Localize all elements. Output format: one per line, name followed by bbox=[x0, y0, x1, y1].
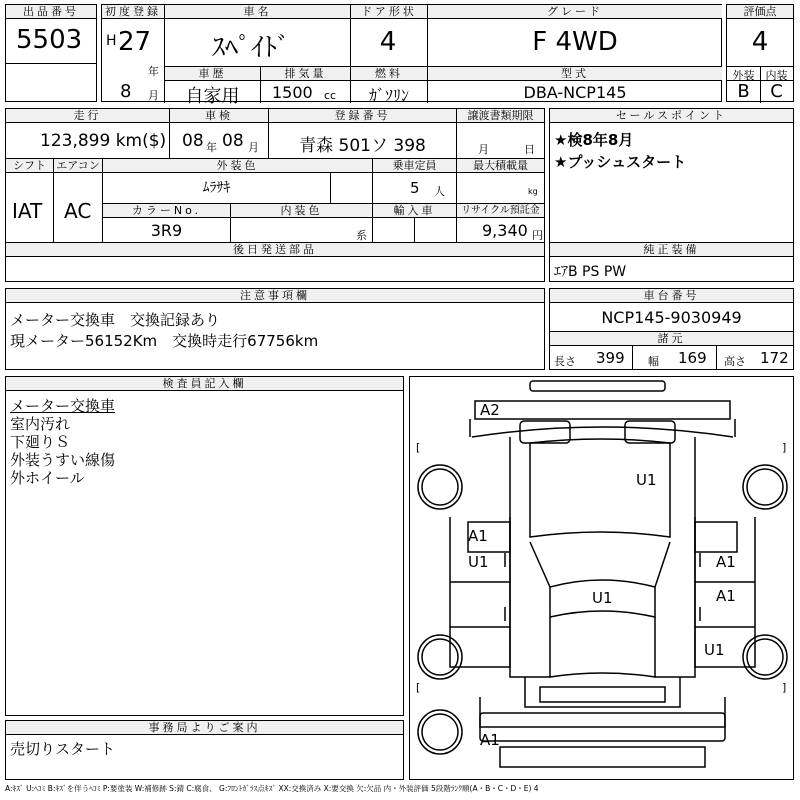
vehicle-main-box bbox=[101, 4, 722, 107]
car-name-label: 車名 bbox=[165, 5, 350, 19]
lot-number: 5503 bbox=[16, 25, 83, 55]
insp-year: 08 bbox=[182, 131, 204, 151]
chassis-number: NCP145-9030949 bbox=[601, 308, 742, 327]
legend: A:ｷｽﾞ U:ﾍｺﾐ B:ｷｽﾞを伴うﾍｺﾐ P:要塗装 W:補修跡 S:錆 C:腐食、 G:ﾌﾛﾝﾄｶﾞﾗｽ点ｷｽﾞ XX:交換済み X:要交換 欠:欠品 内・外装評価 5段階ﾗﾝｸ順(A・B・C・D・E) 4 bbox=[5, 784, 539, 793]
fuel: ｶﾞｿﾘﾝ bbox=[368, 86, 409, 105]
capacity-unit: 人 bbox=[434, 185, 445, 198]
int-color-label: 内装色 bbox=[231, 204, 372, 218]
first-reg-month: 8 bbox=[120, 81, 132, 102]
mileage-label: 走行 bbox=[6, 109, 169, 123]
color-no: 3R9 bbox=[150, 221, 183, 240]
first-reg-label: 初度登録 bbox=[102, 5, 164, 19]
era: H bbox=[106, 33, 117, 49]
bracket-right-bottom: ] bbox=[782, 681, 787, 694]
inspector-line-1: メーター交換車 bbox=[10, 397, 116, 415]
displacement-label: 排気量 bbox=[261, 67, 350, 80]
inspector-label: 検査員記入欄 bbox=[6, 377, 403, 391]
inspector-line-3: 下廻りＳ bbox=[10, 433, 71, 451]
reg-no-label: 登録番号 bbox=[269, 109, 456, 123]
inspector-line-5: 外ホイール bbox=[10, 469, 85, 487]
shift: IAT bbox=[12, 199, 43, 223]
dimensions-label: 諸元 bbox=[550, 332, 793, 346]
bracket-left-bottom: [ bbox=[416, 681, 421, 694]
equipment-label: 純正装備 bbox=[550, 243, 793, 257]
width-label: 幅 bbox=[648, 355, 659, 368]
inspector-line-4: 外装うすい線傷 bbox=[10, 451, 116, 469]
lot-number-label: 出品番号 bbox=[6, 5, 96, 19]
door-label: ドア形状 bbox=[351, 5, 427, 19]
interior-label: 内装 bbox=[765, 69, 788, 82]
width: 169 bbox=[678, 349, 707, 367]
mark-a2-top: A2 bbox=[480, 401, 500, 419]
later-parts-label: 後日発送部品 bbox=[6, 243, 544, 257]
chassis-label: 車台番号 bbox=[550, 289, 793, 303]
exterior-score: B bbox=[737, 81, 750, 102]
mark-a1-right-mid: A1 bbox=[716, 587, 736, 605]
car-name: ｽﾍﾟｲﾄﾞ bbox=[212, 33, 291, 63]
sales-point-1: ★検8年8月 bbox=[554, 131, 634, 149]
fuel-label: 燃料 bbox=[351, 67, 427, 80]
height-label: 高さ bbox=[724, 355, 746, 368]
ac-label: エアコン bbox=[54, 159, 102, 173]
transfer-label: 譲渡書類期限 bbox=[457, 109, 544, 123]
car-diagram-outline bbox=[410, 377, 795, 781]
model-label: 型式 bbox=[428, 67, 722, 80]
displacement-unit: cc bbox=[324, 89, 337, 102]
int-color-unit: 系 bbox=[356, 229, 367, 242]
inspector-line-2: 室内汚れ bbox=[10, 415, 71, 433]
mark-u1-center: U1 bbox=[592, 589, 613, 607]
history-label: 車歴 bbox=[165, 67, 260, 80]
door-count: 4 bbox=[379, 27, 397, 57]
mark-a1-left: A1 bbox=[468, 527, 488, 545]
sales-point-2: ★プッシュスタート bbox=[554, 153, 687, 171]
office-label: 事務局よりご案内 bbox=[6, 721, 403, 735]
history: 自家用 bbox=[185, 86, 240, 107]
car-diagram bbox=[409, 376, 794, 780]
reg-no: 青森 501ソ 398 bbox=[299, 136, 426, 156]
mark-u1-right: U1 bbox=[704, 641, 725, 659]
note-line-1: メーター交換車 交換記録あり bbox=[10, 311, 221, 329]
import-label: 輸入車 bbox=[373, 204, 456, 218]
ac: AC bbox=[64, 199, 92, 223]
interior-score: C bbox=[770, 81, 783, 102]
first-reg-year: 27 bbox=[118, 27, 152, 57]
length: 399 bbox=[596, 349, 625, 367]
score: 4 bbox=[751, 27, 769, 57]
grade: F 4WD bbox=[532, 27, 618, 57]
inspection-label: 車検 bbox=[170, 109, 268, 123]
score-box bbox=[726, 4, 794, 102]
model: DBA-NCP145 bbox=[523, 83, 627, 102]
capacity: 5 bbox=[410, 179, 420, 197]
exterior-label: 外装 bbox=[732, 69, 755, 82]
height: 172 bbox=[760, 349, 789, 367]
notes-box bbox=[5, 288, 545, 370]
sales-points-label: セールスポイント bbox=[550, 109, 793, 123]
max-load-unit: kg bbox=[528, 187, 538, 196]
bracket-right-top: ] bbox=[782, 441, 787, 454]
score-label: 評価点 bbox=[727, 5, 793, 19]
insp-month-unit: 月 bbox=[248, 141, 259, 154]
ext-color-label: 外装色 bbox=[103, 159, 372, 173]
insp-month: 08 bbox=[222, 131, 244, 151]
mark-a1-right-front: A1 bbox=[716, 553, 736, 571]
max-load-label: 最大積載量 bbox=[457, 159, 544, 173]
mark-a1-bottom: A1 bbox=[480, 731, 500, 749]
recycle-unit: 円 bbox=[532, 229, 543, 242]
mark-u1-roof: U1 bbox=[636, 471, 657, 489]
insp-year-unit: 年 bbox=[206, 141, 217, 154]
displacement: 1500 bbox=[272, 83, 313, 102]
chassis-box bbox=[549, 288, 794, 370]
office-text: 売切りスタート bbox=[10, 740, 116, 758]
details-box bbox=[5, 108, 545, 282]
year-unit: 年 bbox=[148, 65, 159, 78]
sales-points-box bbox=[549, 108, 794, 282]
inspector-box bbox=[5, 376, 404, 716]
equipment: ｴｱB PS PW bbox=[554, 264, 627, 280]
mileage: 123,899 km($) bbox=[40, 131, 167, 151]
mark-u1-left: U1 bbox=[468, 553, 489, 571]
color-no-label: カラーNo. bbox=[103, 204, 230, 218]
capacity-label: 乗車定員 bbox=[373, 159, 456, 173]
recycle-label: リサイクル預託金 bbox=[457, 204, 544, 218]
notes-label: 注意事項欄 bbox=[6, 289, 544, 303]
month-unit: 月 bbox=[148, 89, 159, 102]
ext-color: ﾑﾗｻｷ bbox=[202, 180, 231, 196]
transfer-day-unit: 日 bbox=[524, 143, 535, 156]
transfer-month-unit: 月 bbox=[478, 143, 489, 156]
note-line-2: 現メーター56152Km 交換時走行67756km bbox=[10, 332, 319, 350]
recycle-amount: 9,340 bbox=[482, 221, 528, 240]
length-label: 長さ bbox=[554, 355, 576, 368]
bracket-left-top: [ bbox=[416, 441, 421, 454]
office-box bbox=[5, 720, 404, 780]
grade-label: グレード bbox=[428, 5, 722, 19]
lot-number-box bbox=[5, 4, 97, 102]
shift-label: シフト bbox=[6, 159, 53, 173]
